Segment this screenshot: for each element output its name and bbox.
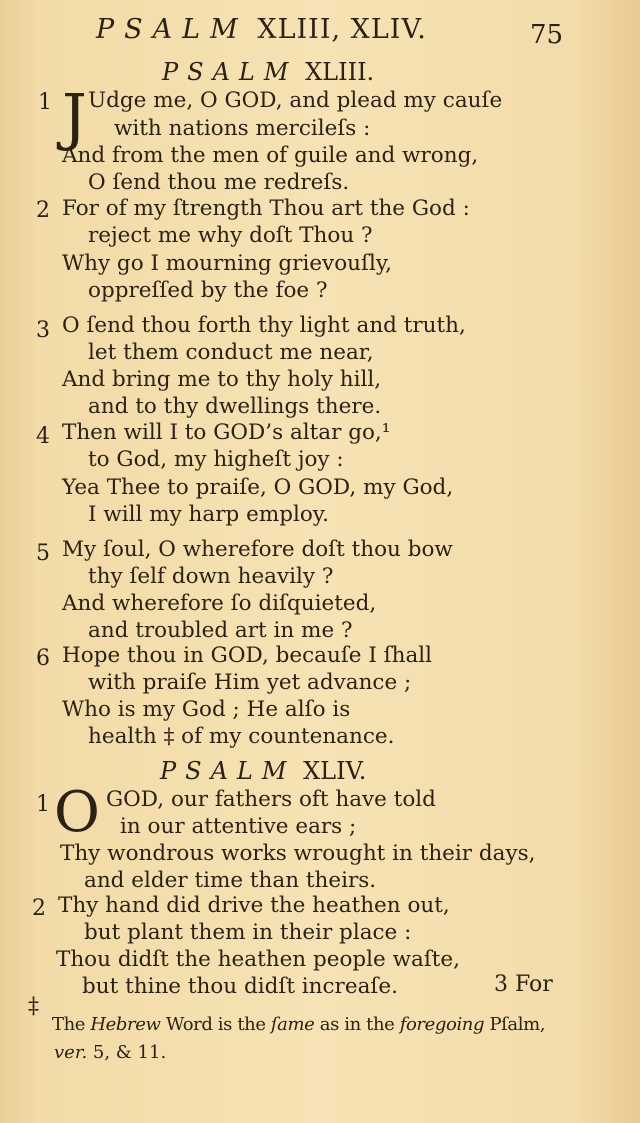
verse-line: and troubled art in me ? — [88, 618, 353, 643]
verse-line: My ſoul, O wherefore doſt thou bow — [62, 537, 453, 562]
verse-line: Why go I mourning grievouſly, — [62, 251, 392, 276]
verse-number: 6 — [36, 646, 50, 671]
verse-number: 2 — [36, 198, 50, 223]
footnote-line-2: ver. 5, & 11. — [54, 1042, 167, 1063]
verse-line: oppreſſed by the foe ? — [88, 278, 328, 303]
verse-line: to God, my higheſt joy : — [88, 447, 344, 472]
verse-line: Udge me, O GOD, and plead my cauſe — [88, 88, 503, 113]
verse-number: 1 — [38, 90, 52, 115]
verse-line: I will my harp employ. — [88, 502, 329, 527]
verse-line: And from the men of guile and wrong, — [62, 143, 479, 168]
verse-line: let them conduct me near, — [88, 340, 374, 365]
verse-line: O ſend thou me redreſs. — [88, 170, 350, 195]
verse-line: but thine thou didſt increaſe. — [82, 974, 398, 999]
verse-line: and elder time than theirs. — [84, 868, 377, 893]
verse-number: 1 — [36, 792, 50, 817]
verse-number: 5 — [36, 541, 50, 566]
verse-line: Thy hand did drive the heathen out, — [58, 893, 450, 918]
footnote-mark: ‡ — [28, 994, 39, 1019]
running-header — [96, 14, 427, 45]
verse-line: but plant them in their place : — [84, 920, 412, 945]
verse-line: O ſend thou forth thy light and truth, — [62, 313, 466, 338]
verse-line: and to thy dwellings there. — [88, 394, 382, 419]
psalm-44-title: PSALM XLIV. — [160, 757, 367, 785]
catchword: 3 For — [494, 972, 553, 997]
header-title-numbers: XLIII, XLIV. — [257, 14, 427, 45]
verse-number: 4 — [36, 424, 50, 449]
verse-line: reject me why doſt Thou ? — [88, 223, 373, 248]
verse-number: 3 — [36, 318, 50, 343]
drop-cap: O — [54, 780, 100, 845]
verse-number: 2 — [32, 896, 46, 921]
verse-line: GOD, our fathers oft have told — [106, 787, 436, 812]
psalm-43-title: PSALM XLIII. — [162, 58, 375, 86]
verse-line: Then will I to GOD’s altar go,¹ — [62, 420, 391, 445]
verse-line: thy ſelf down heavily ? — [88, 564, 334, 589]
page-number: 75 — [530, 20, 564, 50]
verse-line: For of my ſtrength Thou art the God : — [62, 196, 470, 221]
verse-line: health ‡ of my countenance. — [88, 724, 395, 749]
verse-line: And wherefore ſo diſquieted, — [62, 591, 377, 616]
verse-line: with nations mercileſs : — [114, 116, 371, 141]
drop-cap: J — [62, 80, 87, 153]
header-title-italic: PSALM — [96, 14, 248, 45]
verse-line: And bring me to thy holy hill, — [62, 367, 382, 392]
verse-line: Thou didſt the heathen people waſte, — [56, 947, 460, 972]
verse-line: in our attentive ears ; — [120, 814, 357, 839]
verse-line: with praiſe Him yet advance ; — [88, 670, 412, 695]
verse-line: Yea Thee to praiſe, O GOD, my God, — [62, 475, 454, 500]
verse-line: Hope thou in GOD, becauſe I ſhall — [62, 643, 433, 668]
verse-line: Who is my God ; He alſo is — [62, 697, 351, 722]
verse-line: Thy wondrous works wrought in their days, — [60, 841, 536, 866]
footnote-line-1: The Hebrew Word is the ſame as in the foregoing Pſalm, — [52, 1014, 546, 1035]
